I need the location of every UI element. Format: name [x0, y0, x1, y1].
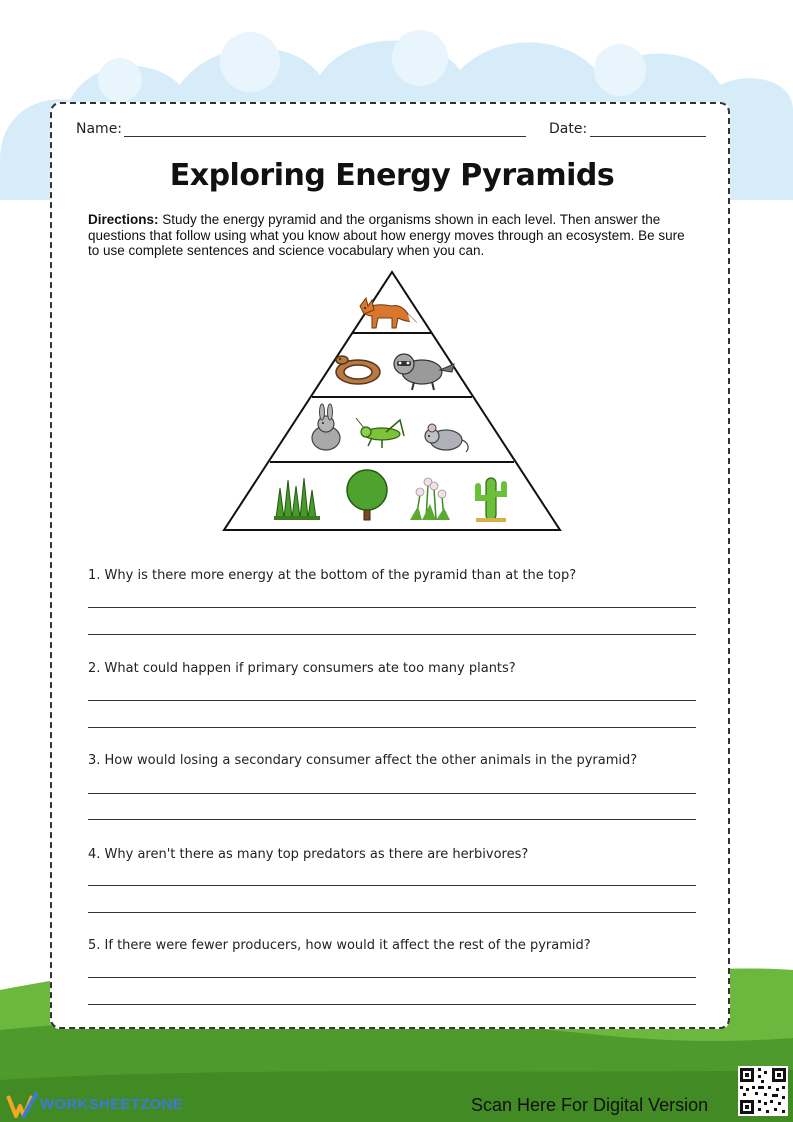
question-4: 4. Why aren't there as many top predators as there are herbivores?: [88, 847, 529, 862]
answer-line-2a[interactable]: [88, 700, 696, 701]
answer-line-3a[interactable]: [88, 793, 696, 794]
question-1: 1. Why is there more energy at the bottom of the pyramid than at the top?: [88, 568, 577, 583]
name-field[interactable]: [124, 136, 526, 137]
question-2: 2. What could happen if primary consumers ate too many plants?: [88, 661, 516, 676]
energy-pyramid: [222, 270, 562, 534]
scan-text: Scan Here For Digital Version: [471, 1095, 709, 1115]
page-title: Exploring Energy Pyramids: [169, 158, 615, 193]
answer-line-1a[interactable]: [88, 607, 696, 608]
name-label: Name:: [76, 121, 123, 137]
answer-line-4a[interactable]: [88, 885, 696, 886]
directions: [88, 212, 688, 259]
answer-line-3b[interactable]: [88, 819, 696, 820]
answer-line-2b[interactable]: [88, 727, 696, 728]
worksheet-card: [50, 102, 730, 1029]
brand-name: WORKSHEETZONE: [40, 1096, 184, 1113]
answer-line-5a[interactable]: [88, 977, 696, 978]
directions-label: Directions:: [88, 212, 159, 227]
date-label: Date:: [549, 121, 588, 137]
qr-code-icon[interactable]: [738, 1066, 788, 1116]
question-5: 5. If there were fewer producers, how would it affect the rest of the pyramid?: [88, 938, 591, 953]
question-3: 3. How would losing a secondary consumer affect the other animals in the pyramid?: [88, 753, 638, 768]
answer-line-5b[interactable]: [88, 1004, 696, 1005]
answer-line-1b[interactable]: [88, 634, 696, 635]
answer-line-4b[interactable]: [88, 912, 696, 913]
date-field[interactable]: [590, 136, 706, 137]
directions-text: Study the energy pyramid and the organisms shown in each level. Then answer the questions that follow using what you know about how energy moves through an ecosystem. Be sure to use complete sentences and science vocabulary when you can.: [88, 212, 685, 258]
worksheetzone-logo-icon: [6, 1092, 40, 1120]
